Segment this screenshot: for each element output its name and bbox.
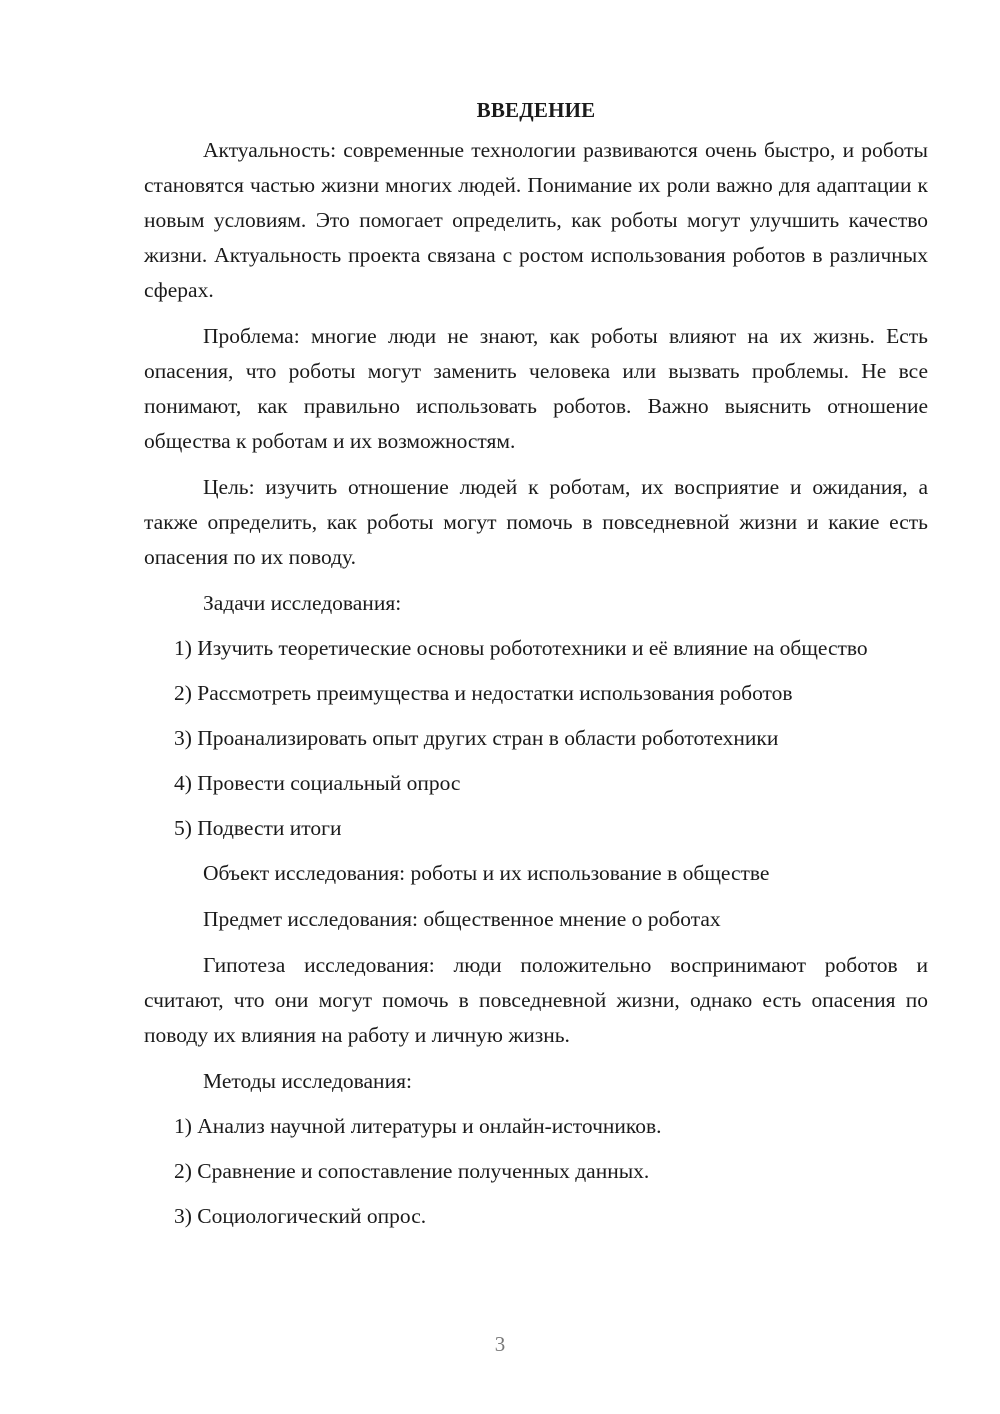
method-item: 1) Анализ научной литературы и онлайн-источников. — [174, 1114, 662, 1138]
method-item: 2) Сравнение и сопоставление полученных данных. — [174, 1159, 650, 1183]
relevance-paragraph: Актуальность: современные технологии развиваются очень быстро, и роботы становятся частью жизни многих людей. Понимание их роли важно для адаптации к новым условиям. Это помогает определить, как роботы могут улучшить качество жизни. Актуальность проекта связана с ростом использования роботов в различных сферах. — [144, 138, 928, 302]
task-item: 2) Рассмотреть преимущества и недостатки использования роботов — [174, 681, 793, 705]
task-item: 4) Провести социальный опрос — [174, 771, 461, 795]
task-item: 5) Подвести итоги — [174, 816, 342, 840]
goal-paragraph: Цель: изучить отношение людей к роботам, их восприятие и ожидания, а также определить, как роботы могут помочь в повседневной жизни и какие есть опасения по их поводу. — [144, 475, 928, 569]
research-object: Объект исследования: роботы и их использование в обществе — [203, 861, 770, 885]
task-item: 1) Изучить теоретические основы робототехники и её влияние на общество — [174, 636, 868, 660]
method-item: 3) Социологический опрос. — [174, 1204, 427, 1228]
hypothesis-paragraph: Гипотеза исследования: люди положительно воспринимают роботов и считают, что они могут помочь в повседневной жизни, однако есть опасения по поводу их влияния на работу и личную жизнь. — [144, 953, 928, 1047]
page-number: 3 — [494, 1332, 506, 1356]
task-item: 3) Проанализировать опыт других стран в области робототехники — [174, 726, 779, 750]
tasks-heading: Задачи исследования: — [203, 591, 402, 615]
methods-heading: Методы исследования: — [203, 1069, 412, 1093]
section-title: ВВЕДЕНИЕ — [476, 98, 596, 122]
research-subject: Предмет исследования: общественное мнение о роботах — [203, 907, 721, 931]
problem-paragraph: Проблема: многие люди не знают, как роботы влияют на их жизнь. Есть опасения, что роботы могут заменить человека или вызвать проблемы. Не все понимают, как правильно использовать роботов. Важно выяснить отношение общества к роботам и их возможностям. — [144, 324, 928, 453]
document-page — [144, 92, 928, 1244]
